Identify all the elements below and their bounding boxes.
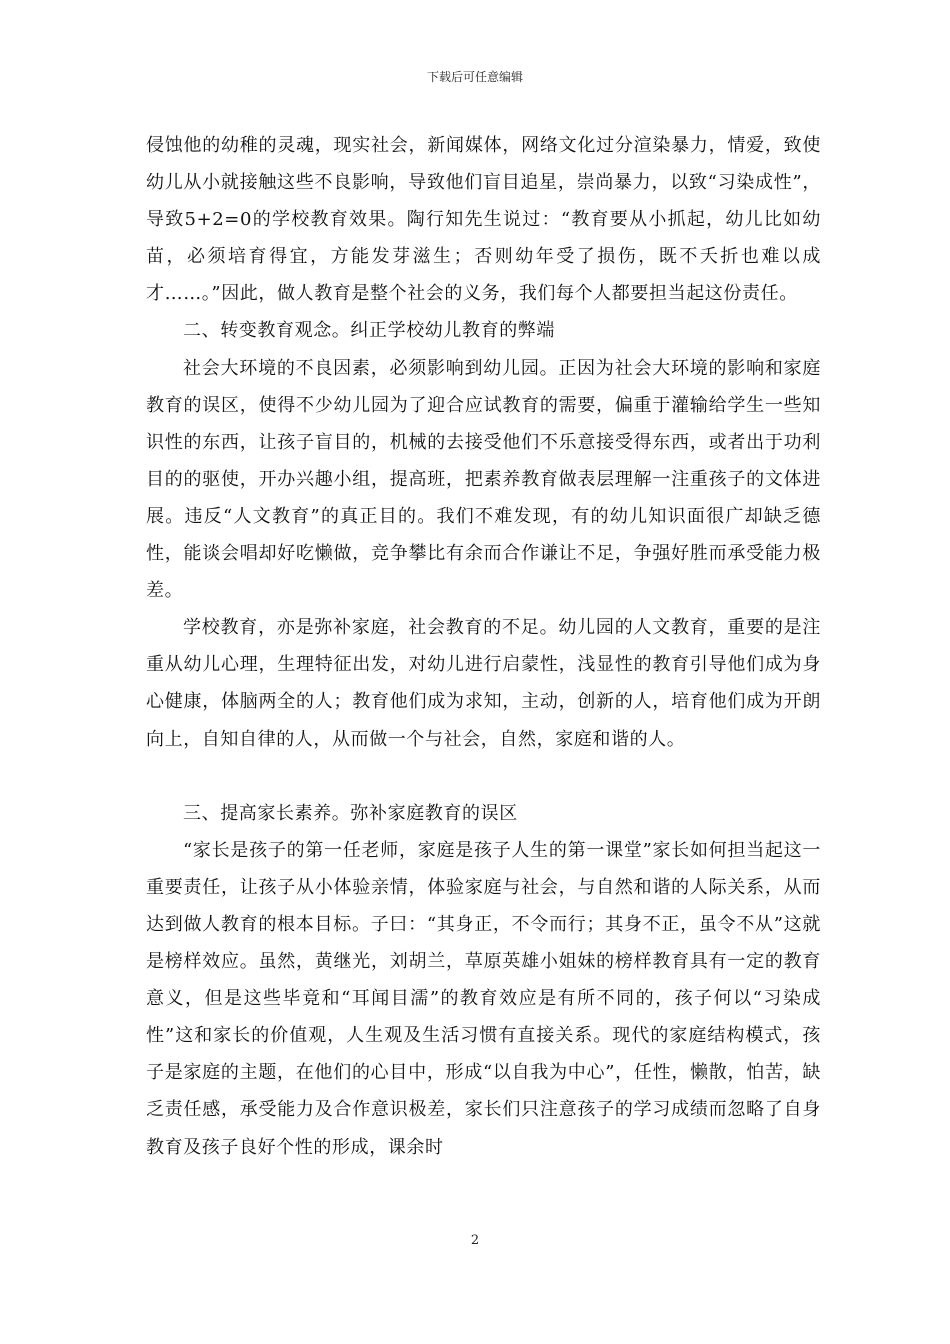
document-body	[146, 127, 821, 1166]
section-heading-3: 三、提高家长素养。弥补家庭教育的误区	[183, 802, 518, 824]
paragraph-school-education: 学校教育，亦是弥补家庭，社会教育的不足。幼儿园的人文教育，重要的是注重从幼儿心理，生理特征出发，对幼儿进行启蒙性，浅显性的教育引导他们成为身心健康，体脑两全的人；教育他们成为求知，主动，创新的人，培育他们成为开朗向上，自知自律的人，从而做一个与社会，自然，家庭和谐的人。	[146, 617, 821, 750]
paragraph-continuation: 侵蚀他的幼稚的灵魂，现实社会，新闻媒体，网络文化过分渲染暴力，情爱，致使幼儿从小就接触这些不良影响，导致他们盲目追星，崇尚暴力，以致“习染成性”，导致5+2=0的学校教育效果。陶行知先生说过：“教育要从小抓起，幼儿比如幼苗，必须培育得宜，方能发芽滋生；否则幼年受了损伤，既不夭折也难以成才……。”因此，做人教育是整个社会的义务，我们每个人都要担当起这份责任。	[146, 135, 821, 305]
paragraph-social-environment: 社会大环境的不良因素，必须影响到幼儿园。正因为社会大环境的影响和家庭教育的误区，使得不少幼儿园为了迎合应试教育的需要，偏重于灌输给学生一些知识性的东西，让孩子盲目的，机械的去接受他们不乐意接受得东西，或者出于功利目的的驱使，开办兴趣小组，提高班，把素养教育做表层理解一注重孩子的文体进展。违反“人文教育”的真正目的。我们不难发现，有的幼儿知识面很广却缺乏德性，能谈会唱却好吃懒做，竞争攀比有余而合作谦让不足，争强好胜而承受能力极差。	[146, 357, 821, 602]
blank-line	[146, 758, 821, 795]
section-heading-2: 二、转变教育观念。纠正学校幼儿教育的弊端	[183, 320, 555, 342]
page-header: 下载后可任意编辑	[426, 70, 523, 84]
page-number: 2	[470, 1233, 480, 1248]
paragraph-parents: “家长是孩子的第一任老师，家庭是孩子人生的第一课堂”家长如何担当起这一重要责任，让孩子从小体验亲情，体验家庭与社会，与自然和谐的人际关系，从而达到做人教育的根本目标。子曰：“其身正，不令而行；其身不正，虽令不从”这就是榜样效应。虽然，黄继光，刘胡兰，草原英雄小姐妹的榜样教育具有一定的教育意义，但是这些毕竟和“耳闻目濡”的教育效应是有所不同的，孩子何以“习染成性”这和家长的价值观，人生观及生活习惯有直接关系。现代的家庭结构模式，孩子是家庭的主题，在他们的心目中，形成“以自我为中心”，任性，懒散，怕苦，缺乏责任感，承受能力及合作意识极差，家长们只注意孩子的学习成绩而忽略了自身教育及孩子良好个性的形成，课余时	[146, 839, 821, 1158]
